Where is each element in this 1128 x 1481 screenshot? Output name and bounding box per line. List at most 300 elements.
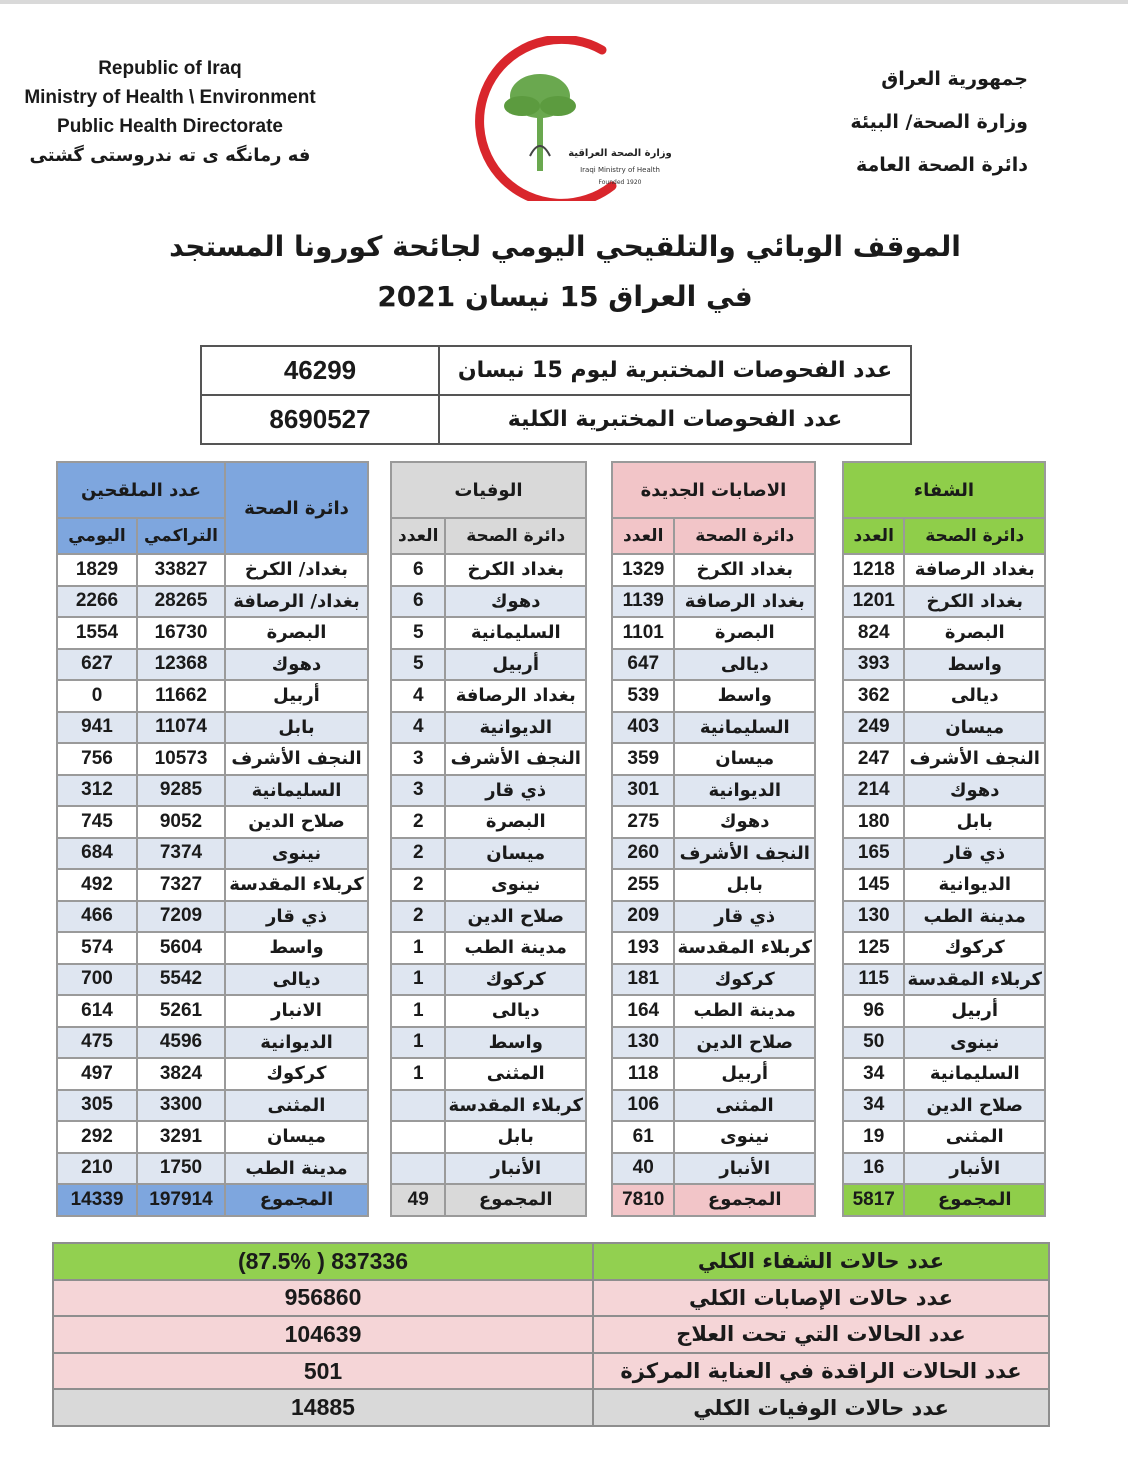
cumulative-cell: 7327 (137, 869, 225, 901)
dept-cell: المثنى (445, 1058, 586, 1090)
header-row (843, 462, 1045, 518)
table-row (391, 901, 586, 933)
dept-cell: كركوك (225, 1058, 368, 1090)
summary-row (53, 1243, 1049, 1280)
count-cell: 1329 (612, 554, 674, 586)
dept-cell: الأنبار (674, 1153, 815, 1185)
summary-label: عدد حالات الوفيات الكلي (593, 1389, 1049, 1426)
cumulative-cell: 12368 (137, 649, 225, 681)
dept-cell: ديالى (225, 964, 368, 996)
count-cell: 359 (612, 743, 674, 775)
dept-cell: كربلاء المقدسة (445, 1090, 586, 1122)
header-en-line: Republic of Iraq (98, 58, 242, 79)
count-cell: 255 (612, 869, 674, 901)
total-label: المجموع (445, 1184, 586, 1216)
dept-cell: النجف الأشرف (445, 743, 586, 775)
subheader-row (843, 518, 1045, 554)
dept-cell: كركوك (674, 964, 815, 996)
count-cell: 3 (391, 775, 445, 807)
total-value: 5817 (843, 1184, 904, 1216)
count-cell: 6 (391, 586, 445, 618)
table-row (612, 838, 815, 870)
table-row (391, 806, 586, 838)
table-row (57, 743, 368, 775)
count-cell: 19 (843, 1121, 904, 1153)
cumulative-cell: 5604 (137, 932, 225, 964)
palm-tree-icon (504, 74, 576, 171)
daily-cell: 497 (57, 1058, 137, 1090)
count-cell: 130 (843, 901, 904, 933)
dept-cell: الانبار (225, 995, 368, 1027)
count-cell: 125 (843, 932, 904, 964)
count-cell: 4 (391, 712, 445, 744)
count-cell: 61 (612, 1121, 674, 1153)
dept-cell: السليمانية (674, 712, 815, 744)
count-cell: 275 (612, 806, 674, 838)
table-row (391, 743, 586, 775)
count-cell: 115 (843, 964, 904, 996)
cumulative-cell: 7374 (137, 838, 225, 870)
table-row (843, 995, 1045, 1027)
count-cell: 106 (612, 1090, 674, 1122)
dept-cell: دهوك (445, 586, 586, 618)
daily-cell: 475 (57, 1027, 137, 1059)
daily-cell: 614 (57, 995, 137, 1027)
table-row (57, 649, 368, 681)
table-row (391, 1090, 586, 1122)
table-row (57, 712, 368, 744)
dept-cell: بابل (674, 869, 815, 901)
title-line-1: الموقف الوبائي والتلقيحي اليومي لجائحة كورونا المستجد (169, 230, 961, 263)
dept-cell: بابل (225, 712, 368, 744)
dept-cell: كركوك (904, 932, 1045, 964)
count-cell: 1101 (612, 617, 674, 649)
count-cell: 1 (391, 995, 445, 1027)
title-line-2: في العراق 15 نيسان 2021 (377, 280, 753, 313)
count-cell: 165 (843, 838, 904, 870)
table-row (391, 554, 586, 586)
table-row (843, 649, 1045, 681)
table-row (57, 1121, 368, 1153)
table-row (57, 1090, 368, 1122)
cumulative-cell: 9052 (137, 806, 225, 838)
table-row (843, 1153, 1045, 1185)
logo-arabic-text: وزارة الصحة العراقية (568, 148, 672, 159)
recovery-title: الشفاء (843, 462, 1045, 518)
daily-cell: 574 (57, 932, 137, 964)
total-daily: 14339 (57, 1184, 137, 1216)
table-row (843, 775, 1045, 807)
dept-cell: المثنى (674, 1090, 815, 1122)
dept-cell: بغداد الرصافة (445, 680, 586, 712)
count-cell: 3 (391, 743, 445, 775)
dept-cell: النجف الأشرف (904, 743, 1045, 775)
dept-cell: ذي قار (674, 901, 815, 933)
table-row (391, 869, 586, 901)
daily-cell: 305 (57, 1090, 137, 1122)
vaccinated-table (56, 461, 369, 1217)
count-cell: 1218 (843, 554, 904, 586)
cumulative-cell: 11662 (137, 680, 225, 712)
dept-cell: مدينة الطب (674, 995, 815, 1027)
count-cell: 824 (843, 617, 904, 649)
daily-cell: 210 (57, 1153, 137, 1185)
dept-cell: السليمانية (904, 1058, 1045, 1090)
count-cell: 181 (612, 964, 674, 996)
dept-cell: السليمانية (225, 775, 368, 807)
count-cell: 180 (843, 806, 904, 838)
table-row (612, 1153, 815, 1185)
dept-cell: دهوك (225, 649, 368, 681)
col-dept-header: دائرة الصحة (225, 462, 368, 554)
summary-row (53, 1389, 1049, 1426)
daily-cell: 756 (57, 743, 137, 775)
table-row (391, 680, 586, 712)
cumulative-cell: 4596 (137, 1027, 225, 1059)
daily-cell: 2266 (57, 586, 137, 618)
count-cell: 40 (612, 1153, 674, 1185)
count-cell: 403 (612, 712, 674, 744)
table-row (57, 554, 368, 586)
dept-cell: الديوانية (225, 1027, 368, 1059)
daily-cell: 492 (57, 869, 137, 901)
col-count-header: العدد (612, 518, 674, 554)
table-row (843, 964, 1045, 996)
table-row (391, 932, 586, 964)
top-border (0, 0, 1128, 4)
summary-row (53, 1316, 1049, 1353)
totals-summary-table (52, 1242, 1050, 1427)
table-row (57, 680, 368, 712)
dept-cell: صلاح الدين (904, 1090, 1045, 1122)
dept-cell: صلاح الدين (445, 901, 586, 933)
summary-value: 14885 (53, 1389, 593, 1426)
dept-cell: بابل (445, 1121, 586, 1153)
summary-label: عدد الحالات الراقدة في العناية المركزة (593, 1353, 1049, 1390)
count-cell: 193 (612, 932, 674, 964)
cumulative-cell: 11074 (137, 712, 225, 744)
daily-cell: 684 (57, 838, 137, 870)
dept-cell: أربيل (445, 649, 586, 681)
count-cell: 34 (843, 1058, 904, 1090)
daily-cell: 0 (57, 680, 137, 712)
cumulative-cell: 28265 (137, 586, 225, 618)
dept-cell: السليمانية (445, 617, 586, 649)
col-dept-header: دائرة الصحة (445, 518, 586, 554)
table-row (57, 806, 368, 838)
count-cell: 214 (843, 775, 904, 807)
dept-cell: مدينة الطب (904, 901, 1045, 933)
table-row (57, 1058, 368, 1090)
dept-cell: الأنبار (445, 1153, 586, 1185)
table-row (843, 1058, 1045, 1090)
table-row (57, 617, 368, 649)
table-row (612, 995, 815, 1027)
new-cases-table (611, 461, 816, 1217)
lab-tests-table (200, 345, 912, 445)
table-row (612, 932, 815, 964)
dept-cell: المثنى (904, 1121, 1045, 1153)
table-row (612, 712, 815, 744)
tests-value: 46299 (201, 346, 439, 395)
dept-cell: ذي قار (225, 901, 368, 933)
header-en-line: Public Health Directorate (57, 116, 283, 137)
table-row (57, 775, 368, 807)
header-arabic (728, 58, 1028, 187)
daily-cell: 312 (57, 775, 137, 807)
count-cell: 2 (391, 901, 445, 933)
col-count-header: العدد (391, 518, 445, 554)
dept-cell: ذي قار (445, 775, 586, 807)
cumulative-cell: 3824 (137, 1058, 225, 1090)
count-cell: 362 (843, 680, 904, 712)
table-row (612, 901, 815, 933)
table-row (612, 680, 815, 712)
daily-cell: 1829 (57, 554, 137, 586)
dept-cell: بغداد الكرخ (445, 554, 586, 586)
table-row (843, 680, 1045, 712)
table-row (612, 806, 815, 838)
dept-cell: دهوك (904, 775, 1045, 807)
dept-cell: الديوانية (904, 869, 1045, 901)
subheader-row (391, 518, 586, 554)
dept-cell: واسط (674, 680, 815, 712)
summary-label: عدد الحالات التي تحت العلاج (593, 1316, 1049, 1353)
table-row (57, 869, 368, 901)
dept-cell: ميسان (904, 712, 1045, 744)
dept-cell: بغداد الكرخ (904, 586, 1045, 618)
dept-cell: ميسان (674, 743, 815, 775)
dept-cell: نينوى (904, 1027, 1045, 1059)
daily-cell: 745 (57, 806, 137, 838)
count-cell: 50 (843, 1027, 904, 1059)
table-row (612, 617, 815, 649)
table-row (612, 775, 815, 807)
count-cell: 1201 (843, 586, 904, 618)
count-cell: 96 (843, 995, 904, 1027)
count-cell: 34 (843, 1090, 904, 1122)
recovery-table (842, 461, 1046, 1217)
col-daily-header: اليومي (57, 518, 137, 554)
cumulative-cell: 9285 (137, 775, 225, 807)
total-value: 49 (391, 1184, 445, 1216)
total-value: 7810 (612, 1184, 674, 1216)
dept-cell: بغداد الكرخ (674, 554, 815, 586)
summary-value: 501 (53, 1353, 593, 1390)
table-row (843, 617, 1045, 649)
summary-label: عدد حالات الشفاء الكلي (593, 1243, 1049, 1280)
dept-cell: كربلاء المقدسة (904, 964, 1045, 996)
cumulative-cell: 10573 (137, 743, 225, 775)
page-title (150, 222, 980, 322)
table-row (391, 1027, 586, 1059)
total-row (391, 1184, 586, 1216)
daily-cell: 292 (57, 1121, 137, 1153)
tests-value: 8690527 (201, 395, 439, 444)
table-row (612, 1121, 815, 1153)
count-cell: 5 (391, 649, 445, 681)
count-cell: 130 (612, 1027, 674, 1059)
table-row (612, 1058, 815, 1090)
daily-cell: 627 (57, 649, 137, 681)
dept-cell: ديالى (445, 995, 586, 1027)
col-dept-header: دائرة الصحة (674, 518, 815, 554)
dept-cell: الديوانية (445, 712, 586, 744)
summary-value: 956860 (53, 1280, 593, 1317)
count-cell (391, 1121, 445, 1153)
table-row (391, 775, 586, 807)
dept-cell: البصرة (904, 617, 1045, 649)
daily-cell: 941 (57, 712, 137, 744)
table-row (57, 1153, 368, 1185)
table-row (843, 1090, 1045, 1122)
table-row (843, 932, 1045, 964)
table-row (843, 743, 1045, 775)
daily-cell: 700 (57, 964, 137, 996)
cumulative-cell: 3291 (137, 1121, 225, 1153)
table-row (843, 554, 1045, 586)
header-ar-line: دائرة الصحة العامة (855, 154, 1028, 176)
dept-cell: مدينة الطب (225, 1153, 368, 1185)
tests-label: عدد الفحوصات المختبرية الكلية (439, 395, 911, 444)
count-cell: 2 (391, 806, 445, 838)
count-cell: 145 (843, 869, 904, 901)
dept-cell: واسط (445, 1027, 586, 1059)
logo-english-text: Iraqi Ministry of Health (580, 166, 660, 174)
table-row (612, 964, 815, 996)
table-row (843, 806, 1045, 838)
count-cell: 249 (843, 712, 904, 744)
table-row (391, 995, 586, 1027)
total-label: المجموع (674, 1184, 815, 1216)
dept-cell: أربيل (904, 995, 1045, 1027)
vaccinated-title: عدد الملقحين (57, 462, 225, 518)
dept-cell: كركوك (445, 964, 586, 996)
count-cell: 393 (843, 649, 904, 681)
table-row (612, 869, 815, 901)
total-row (612, 1184, 815, 1216)
dept-cell: البصرة (674, 617, 815, 649)
total-row (57, 1184, 368, 1216)
count-cell: 164 (612, 995, 674, 1027)
table-row (57, 1027, 368, 1059)
dept-cell: بغداد/ الكرخ (225, 554, 368, 586)
dept-cell: البصرة (445, 806, 586, 838)
total-cumulative: 197914 (137, 1184, 225, 1216)
dept-cell: نينوى (445, 869, 586, 901)
dept-cell: ميسان (445, 838, 586, 870)
table-row (843, 1121, 1045, 1153)
table-row (612, 743, 815, 775)
dept-cell: بغداد الرصافة (904, 554, 1045, 586)
table-row (391, 1153, 586, 1185)
tests-row (201, 346, 911, 395)
dept-cell: المثنى (225, 1090, 368, 1122)
header-ar-line: جمهورية العراق (881, 68, 1028, 90)
new_cases-title: الاصابات الجديدة (612, 462, 815, 518)
header-row (391, 462, 586, 518)
cumulative-cell: 5542 (137, 964, 225, 996)
dept-cell: كربلاء المقدسة (225, 869, 368, 901)
cumulative-cell: 3300 (137, 1090, 225, 1122)
summary-value: (87.5% ) 837336 (53, 1243, 593, 1280)
header-row (57, 462, 368, 518)
table-row (612, 1027, 815, 1059)
dept-cell: أربيل (225, 680, 368, 712)
dept-cell: نينوى (674, 1121, 815, 1153)
dept-cell: مدينة الطب (445, 932, 586, 964)
dept-cell: كربلاء المقدسة (674, 932, 815, 964)
count-cell: 647 (612, 649, 674, 681)
count-cell: 247 (843, 743, 904, 775)
table-row (391, 649, 586, 681)
dept-cell: ديالى (904, 680, 1045, 712)
count-cell: 301 (612, 775, 674, 807)
col-count-header: العدد (843, 518, 904, 554)
table-row (391, 712, 586, 744)
total-label: المجموع (904, 1184, 1045, 1216)
dept-cell: ميسان (225, 1121, 368, 1153)
table-row (391, 1121, 586, 1153)
table-row (843, 869, 1045, 901)
table-row (57, 932, 368, 964)
dept-cell: الأنبار (904, 1153, 1045, 1185)
total-row (843, 1184, 1045, 1216)
dept-cell: واسط (225, 932, 368, 964)
summary-value: 104639 (53, 1316, 593, 1353)
count-cell: 1 (391, 1058, 445, 1090)
count-cell: 16 (843, 1153, 904, 1185)
cumulative-cell: 1750 (137, 1153, 225, 1185)
table-row (612, 1090, 815, 1122)
deaths-table (390, 461, 587, 1217)
dept-cell: أربيل (674, 1058, 815, 1090)
table-row (391, 1058, 586, 1090)
daily-cell: 1554 (57, 617, 137, 649)
table-row (843, 838, 1045, 870)
table-row (843, 586, 1045, 618)
header-en-line: Ministry of Health \ Environment (24, 87, 316, 108)
summary-row (53, 1353, 1049, 1390)
tests-label: عدد الفحوصات المختبرية ليوم 15 نيسان (439, 346, 911, 395)
subheader-row (612, 518, 815, 554)
table-row (391, 586, 586, 618)
dept-cell: بابل (904, 806, 1045, 838)
dept-cell: الديوانية (674, 775, 815, 807)
count-cell: 4 (391, 680, 445, 712)
count-cell (391, 1090, 445, 1122)
daily-cell: 466 (57, 901, 137, 933)
dept-cell: نينوى (225, 838, 368, 870)
count-cell: 6 (391, 554, 445, 586)
count-cell: 2 (391, 869, 445, 901)
cumulative-cell: 5261 (137, 995, 225, 1027)
dept-cell: ذي قار (904, 838, 1045, 870)
table-row (612, 586, 815, 618)
table-row (391, 964, 586, 996)
header-ar-line: وزارة الصحة/ البيئة (850, 111, 1028, 133)
dept-cell: النجف الأشرف (225, 743, 368, 775)
table-row (57, 901, 368, 933)
count-cell: 118 (612, 1058, 674, 1090)
count-cell: 1 (391, 964, 445, 996)
dept-cell: دهوك (674, 806, 815, 838)
count-cell: 2 (391, 838, 445, 870)
tests-row (201, 395, 911, 444)
cumulative-cell: 16730 (137, 617, 225, 649)
dept-cell: صلاح الدين (225, 806, 368, 838)
table-row (57, 838, 368, 870)
